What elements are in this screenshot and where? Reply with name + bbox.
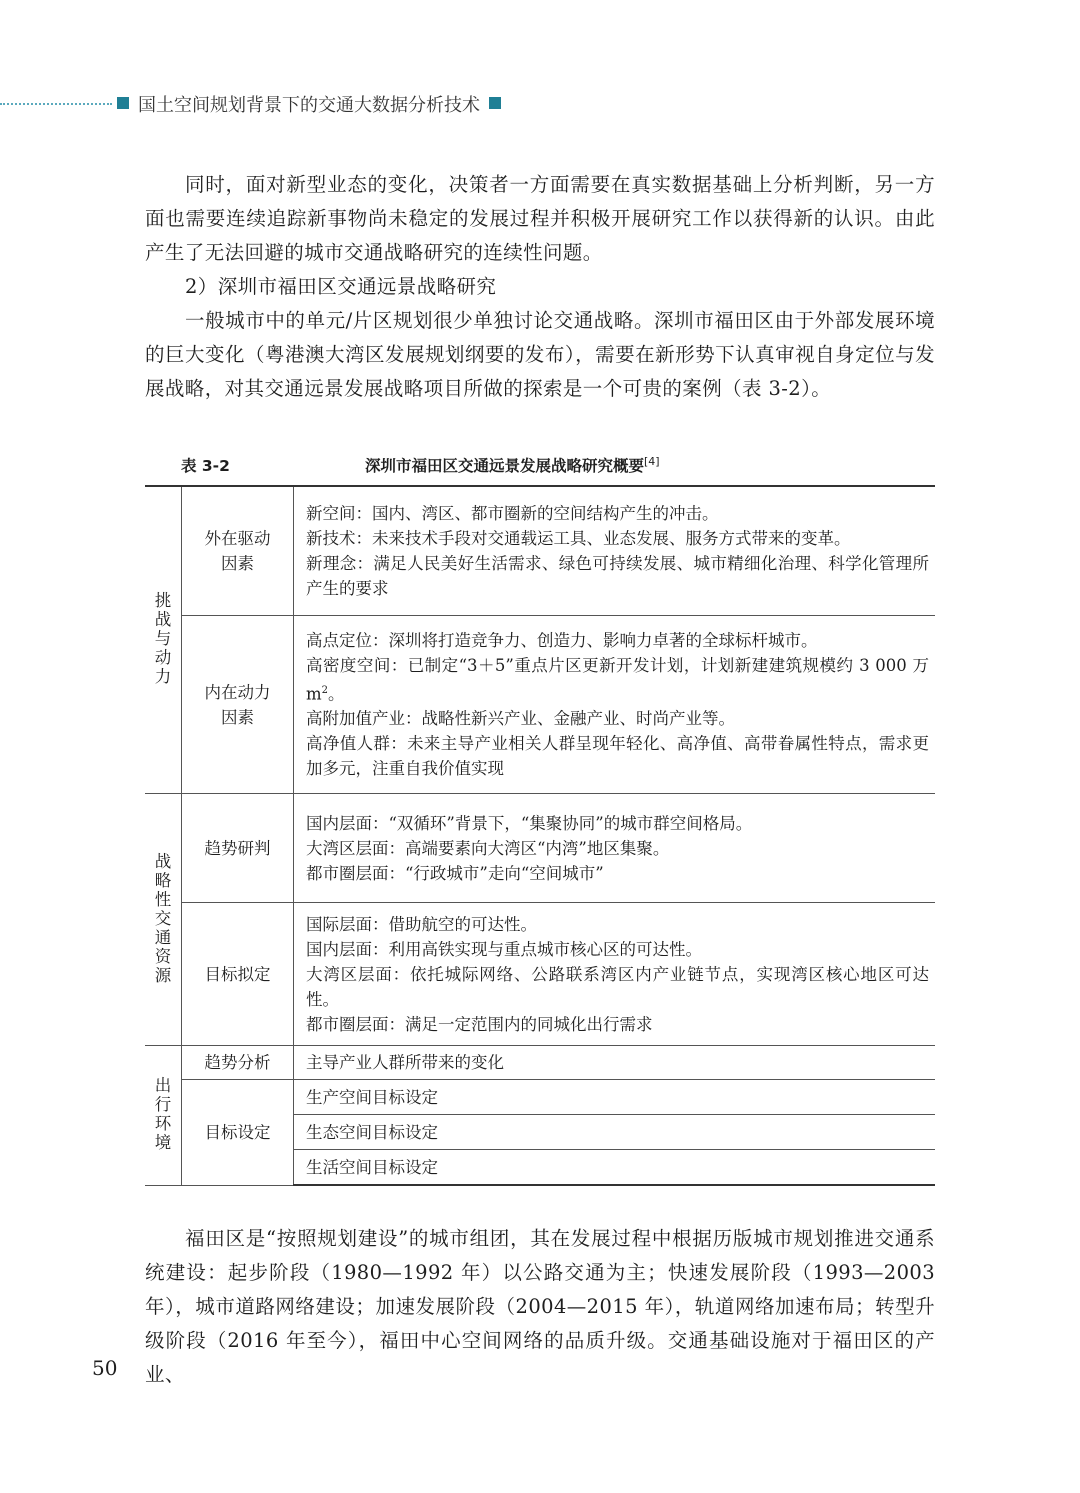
content-line: 生态空间目标设定: [306, 1122, 438, 1142]
table-reference: [4]: [644, 454, 660, 468]
row-label-cell: [182, 1046, 294, 1080]
row-label: 趋势分析: [204, 1053, 271, 1072]
row-label: 趋势研判: [204, 838, 271, 858]
header-title: 国土空间规划背景下的交通大数据分析技术: [138, 95, 480, 116]
row-label: 目标拟定: [204, 964, 271, 984]
table-row: [145, 486, 935, 616]
content-line: 都市圈层面：满足一定范围内的同城化出行需求: [306, 1014, 653, 1034]
row-content: [294, 1080, 936, 1115]
content-line: [306, 653, 929, 707]
content-line: 大湾区层面：依托城际网络、公路联系湾区内产业链节点，实现湾区核心地区可达性。: [306, 964, 929, 1009]
content-line: 新空间：国内、湾区、都市圈新的空间结构产生的冲击。: [306, 504, 719, 523]
row-content: [294, 903, 936, 1046]
content-line: 高点定位：深圳将打造竞争力、创造力、影响力卓著的全球标杆城市。: [306, 630, 818, 650]
group-label: 挑战与动力: [154, 591, 172, 686]
summary-table: [145, 485, 935, 1186]
content-line-suffix: 。: [328, 684, 345, 704]
row-content: [294, 794, 936, 903]
row-label-cell: [182, 1080, 294, 1186]
content-line: 高附加值产业：战略性新兴产业、金融产业、时尚产业等。: [306, 709, 735, 729]
subheading: 2）深圳市福田区交通远景战略研究: [185, 275, 497, 298]
header-square-right-icon: [489, 97, 501, 109]
group-cell: [145, 794, 182, 1046]
row-label-cell: [182, 794, 294, 903]
row-content: [294, 1046, 936, 1080]
content-line: 高净值人群：未来主导产业相关人群呈现年轻化、高净值、高带眷属性特点，需求更加多元，注重自我价值实现: [306, 734, 929, 779]
table-row: [145, 1046, 935, 1080]
header-dotted-rule: [0, 103, 112, 105]
content-line: 都市圈层面：“行政城市”走向“空间城市”: [306, 863, 604, 883]
page-number: 50: [92, 1356, 118, 1380]
row-content: [294, 616, 936, 794]
content-line: 国际层面：借助航空的可达性。: [306, 914, 537, 934]
row-label: 内在动力因素: [204, 682, 271, 727]
content-line-text: 高密度空间：已制定“3＋5”重点片区更新开发计划，计划新建建筑规模约 3 000 万 m: [306, 655, 929, 704]
group-label: 出行环境: [154, 1075, 172, 1152]
group-cell: [145, 1046, 182, 1186]
content-line: 新技术：未来技术手段对交通载运工具、业态发展、服务方式带来的变革。: [306, 529, 851, 548]
row-label-cell: [182, 616, 294, 794]
table-row: [145, 616, 935, 794]
table-row: [145, 1080, 935, 1115]
row-label: 外在驱动因素: [204, 529, 271, 573]
table-row: [145, 794, 935, 903]
row-label-cell: [182, 486, 294, 616]
table-row: [145, 903, 935, 1046]
row-content: [294, 1115, 936, 1150]
group-cell: [145, 486, 182, 794]
content-line: 国内层面：利用高铁实现与重点城市核心区的可达性。: [306, 939, 702, 959]
content-line: 大湾区层面：高端要素向大湾区“内湾”地区集聚。: [306, 838, 670, 858]
row-content: [294, 1150, 936, 1186]
table-title-text: 深圳市福田区交通远景发展战略研究概要: [365, 457, 645, 475]
superscript: 2: [321, 684, 329, 696]
paragraph-2: 一般城市中的单元/片区规划很少单独讨论交通战略。深圳市福田区由于外部发展环境的巨大变化（粤港澳大湾区发展规划纲要的发布），需要在新形势下认真审视自身定位与发展战略，对其交通远景发展战略项目所做的探索是一个可贵的案例（表 3-2）。: [145, 309, 935, 400]
content-line: 生产空间目标设定: [306, 1087, 438, 1107]
table-number: 表 3-2: [181, 457, 230, 475]
content-line: 国内层面：“双循环”背景下，“集聚协同”的城市群空间格局。: [306, 813, 753, 833]
header-square-left-icon: [117, 97, 129, 109]
table-caption: [145, 452, 935, 478]
row-label: 目标设定: [204, 1122, 271, 1142]
group-label: 战略性交通资源: [154, 851, 172, 985]
row-content: [294, 486, 936, 616]
row-label-cell: [182, 903, 294, 1046]
content-line: 生活空间目标设定: [306, 1157, 438, 1177]
table-title: [365, 454, 660, 476]
paragraph-3: 福田区是“按照规划建设”的城市组团，其在发展过程中根据历版城市规划推进交通系统建设：起步阶段（1980—1992 年）以公路交通为主；快速发展阶段（1993—2003 年），城市道路网络建设；加速发展阶段（2004—2015 年），轨道网络加速布局；转型升级阶段（2016 年至今），福田中心空间网络的品质升级。交通基础设施对于福田区的产业、: [145, 1227, 935, 1386]
content-line: 主导产业人群所带来的变化: [306, 1053, 504, 1072]
paragraph-1: 同时，面对新型业态的变化，决策者一方面需要在真实数据基础上分析判断，另一方面也需要连续追踪新事物尚未稳定的发展过程并积极开展研究工作以获得新的认识。由此产生了无法回避的城市交通战略研究的连续性问题。: [145, 173, 935, 264]
running-header: [0, 90, 520, 118]
content-line: 新理念：满足人民美好生活需求、绿色可持续发展、城市精细化治理、科学化管理所产生的要求: [306, 554, 929, 598]
